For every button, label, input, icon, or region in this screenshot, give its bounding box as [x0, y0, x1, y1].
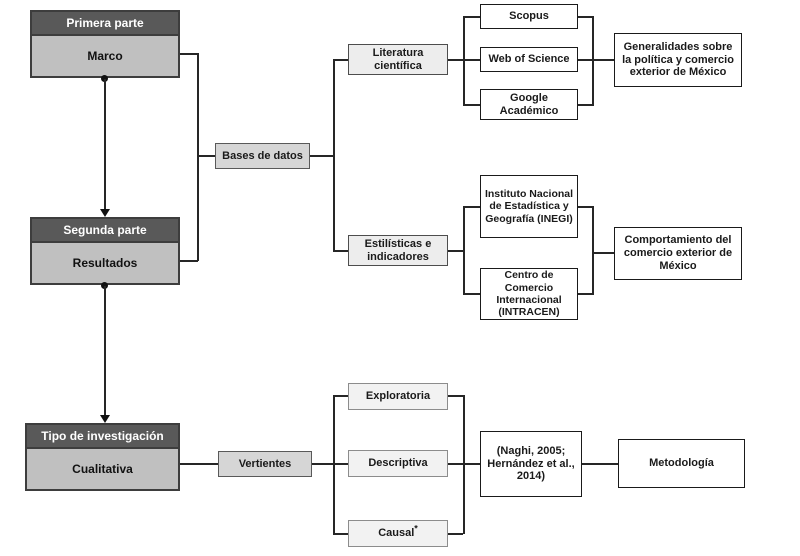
node-label: Estilísticas e indicadores — [364, 237, 432, 263]
node-label: Causal* — [378, 523, 418, 540]
stage-body-cualitativa: Cualitativa — [72, 462, 133, 476]
node-causal — [348, 520, 448, 547]
connector-line — [333, 463, 348, 465]
node-label: Centro de Comercio Internacional (INTRACEN) — [496, 269, 562, 319]
connector-line — [197, 53, 199, 261]
connector-line — [592, 59, 614, 61]
connector-line — [333, 533, 348, 535]
connector-line — [463, 206, 480, 208]
stage-header-tipo-investigacion: Tipo de investigación — [27, 425, 178, 449]
connector-line — [448, 395, 463, 397]
node-bases-de-datos — [215, 143, 310, 169]
node-label: Vertientes — [238, 457, 292, 470]
node-label: Generalidades sobre la política y comercio exterior de México — [622, 40, 734, 79]
connector-line — [448, 250, 463, 252]
connector-line — [180, 463, 218, 465]
connector-line — [333, 250, 348, 252]
node-google-academico — [480, 89, 578, 120]
node-inegi — [480, 175, 578, 238]
node-label: Scopus — [509, 10, 549, 23]
stage-box-segunda-parte — [30, 217, 180, 285]
node-literatura-cientifica — [348, 44, 448, 75]
connector-line — [463, 16, 480, 18]
connector-line — [592, 16, 594, 106]
connector-line — [582, 463, 618, 465]
node-comportamiento — [614, 227, 742, 280]
connector-line — [578, 206, 593, 208]
node-label: Exploratoria — [365, 390, 431, 403]
connector-line — [578, 293, 593, 295]
arrow-down-icon — [100, 415, 110, 423]
node-label: (Naghi, 2005; Hernández et al., 2014) — [487, 444, 575, 483]
node-label: Metodología — [649, 457, 714, 470]
causal-asterisk: * — [414, 523, 418, 534]
stage-box-primera-parte — [30, 10, 180, 78]
node-estilisticas-indicadores — [348, 235, 448, 266]
node-label: Literatura científica — [372, 46, 424, 72]
connector-line — [312, 463, 333, 465]
node-scopus — [480, 4, 578, 29]
node-label: Web of Science — [488, 53, 570, 66]
node-label: Descriptiva — [368, 457, 428, 470]
connector-line — [104, 79, 106, 211]
connector-line — [448, 533, 463, 535]
stage-body-marco: Marco — [87, 49, 123, 63]
connector-line — [578, 59, 593, 61]
arrow-down-icon — [100, 209, 110, 217]
node-exploratoria — [348, 383, 448, 410]
stage-header-segunda-parte: Segunda parte — [32, 219, 178, 243]
connector-line — [180, 53, 198, 55]
connector-line — [333, 395, 348, 397]
node-naghi-reference — [480, 431, 582, 497]
connector-line — [180, 260, 198, 262]
connector-line — [463, 463, 480, 465]
connector-line — [463, 59, 480, 61]
connector-line — [333, 59, 348, 61]
node-descriptiva — [348, 450, 448, 477]
connector-line — [578, 104, 593, 106]
node-vertientes — [218, 451, 312, 477]
node-label: Instituto Nacional de Estadística y Geografía (INEGI) — [484, 187, 574, 225]
connector-line — [463, 395, 465, 534]
node-intracen — [480, 268, 578, 320]
connector-line — [104, 286, 106, 415]
connector-line — [448, 463, 463, 465]
node-label: Google Académico — [499, 91, 559, 117]
connector-line — [463, 293, 480, 295]
node-generalidades — [614, 33, 742, 87]
connector-line — [592, 252, 614, 254]
connector-line — [333, 395, 335, 534]
connector-line — [592, 206, 594, 295]
connector-line — [463, 16, 465, 106]
node-label: Bases de datos — [222, 149, 303, 162]
node-label: Comportamiento del comercio exterior de México — [623, 234, 733, 272]
connector-line — [448, 59, 463, 61]
connector-line — [333, 59, 335, 251]
connector-line — [198, 155, 215, 157]
stage-box-tipo-investigacion — [25, 423, 180, 491]
node-web-of-science — [480, 47, 578, 72]
connector-line — [463, 206, 465, 295]
connector-line — [310, 155, 333, 157]
connector-line — [578, 16, 593, 18]
connector-line — [463, 104, 480, 106]
stage-body-resultados: Resultados — [72, 256, 138, 270]
node-metodologia — [618, 439, 745, 488]
stage-header-primera-parte: Primera parte — [32, 12, 178, 36]
